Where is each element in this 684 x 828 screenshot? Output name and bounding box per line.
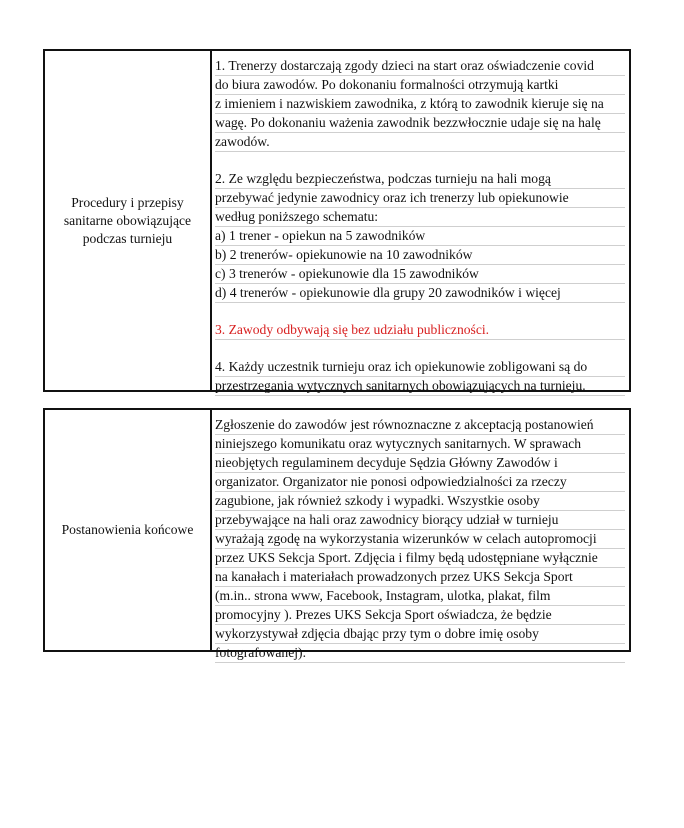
procedures-text-line: d) 4 trenerów - opiekunowie dla grupy 20 zawodników i więcej — [215, 284, 625, 303]
final-provisions-text-line: nieobjętych regulaminem decyduje Sędzia Główny Zawodów i — [215, 454, 625, 473]
final-provisions-text-line: przez UKS Sekcja Sport. Zdjęcia i filmy będą udostępniane wyłącznie — [215, 549, 625, 568]
procedures-table — [43, 49, 631, 392]
procedures-text-line: przestrzegania wytycznych sanitarnych obowiązujących na turnieju. — [215, 377, 625, 396]
paragraph-gap — [215, 152, 625, 170]
procedures-text-line: 2. Ze względu bezpieczeństwa, podczas turnieju na hali mogą — [215, 170, 625, 189]
procedures-text-line: 1. Trenerzy dostarczają zgody dzieci na start oraz oświadczenie covid — [215, 57, 625, 76]
final-provisions-label-cell — [45, 410, 212, 650]
final-provisions-text-line: na kanałach i materiałach prowadzonych przez UKS Sekcja Sport — [215, 568, 625, 587]
procedures-text-line: zawodów. — [215, 133, 625, 152]
procedures-text-line: a) 1 trener - opiekun na 5 zawodników — [215, 227, 625, 246]
procedures-content-cell — [212, 51, 629, 393]
procedures-text-line: c) 3 trenerów - opiekunowie dla 15 zawodników — [215, 265, 625, 284]
procedures-text-line: b) 2 trenerów- opiekunowie na 10 zawodników — [215, 246, 625, 265]
final-provisions-text-line: przebywające na hali oraz zawodnicy biorący udział w turnieju — [215, 511, 625, 530]
procedures-label-line: sanitarne obowiązujące — [63, 212, 192, 228]
procedures-text-line: wagę. Po dokonaniu ważenia zawodnik bezzwłocznie udaje się na halę — [215, 114, 625, 133]
final-provisions-text-line: organizator. Organizator nie ponosi odpowiedzialności za rzeczy — [215, 473, 625, 492]
paragraph-gap — [215, 340, 625, 358]
final-provisions-text-line: fotografowanej). — [215, 644, 625, 663]
paragraph-gap — [215, 303, 625, 321]
final-provisions-text-line: wyrażają zgodę na wykorzystania wizerunków w celach autopromocji — [215, 530, 625, 549]
procedures-label-line: podczas turnieju — [82, 230, 173, 246]
final-provisions-text-line: niniejszego komunikatu oraz wytycznych sanitarnych. W sprawach — [215, 435, 625, 454]
final-provisions-text-line: wykorzystywał zdjęcia dbając przy tym o dobre imię osoby — [215, 625, 625, 644]
final-provisions-text-line: (m.in.. strona www, Facebook, Instagram, ulotka, plakat, film — [215, 587, 625, 606]
procedures-text-line: do biura zawodów. Po dokonaniu formalności otrzymują kartki — [215, 76, 625, 95]
procedures-text-line: według poniższego schematu: — [215, 208, 625, 227]
no-audience-notice: 3. Zawody odbywają się bez udziału publiczności. — [215, 321, 625, 340]
procedures-text-line: przebywać jedynie zawodnicy oraz ich trenerzy lub opiekunowie — [215, 189, 625, 208]
final-provisions-text-line: zagubione, jak również szkody i wypadki. Wszystkie osoby — [215, 492, 625, 511]
procedures-label-line: Procedury i przepisy — [71, 194, 184, 210]
final-provisions-content-cell — [212, 410, 629, 660]
procedures-text-line: 4. Każdy uczestnik turnieju oraz ich opiekunowie zobligowani są do — [215, 358, 625, 377]
final-provisions-table — [43, 408, 631, 660]
final-provisions-text-line: Zgłoszenie do zawodów jest równoznaczne z akceptacją postanowień — [215, 416, 625, 435]
final-provisions-label: Postanowienia końcowe — [61, 522, 194, 537]
procedures-text-line: z imieniem i nazwiskiem zawodnika, z którą to zawodnik kieruje się na — [215, 95, 625, 114]
final-provisions-text-line: promocyjny ). Prezes UKS Sekcja Sport oświadcza, że będzie — [215, 606, 625, 625]
procedures-label-cell — [45, 51, 212, 390]
